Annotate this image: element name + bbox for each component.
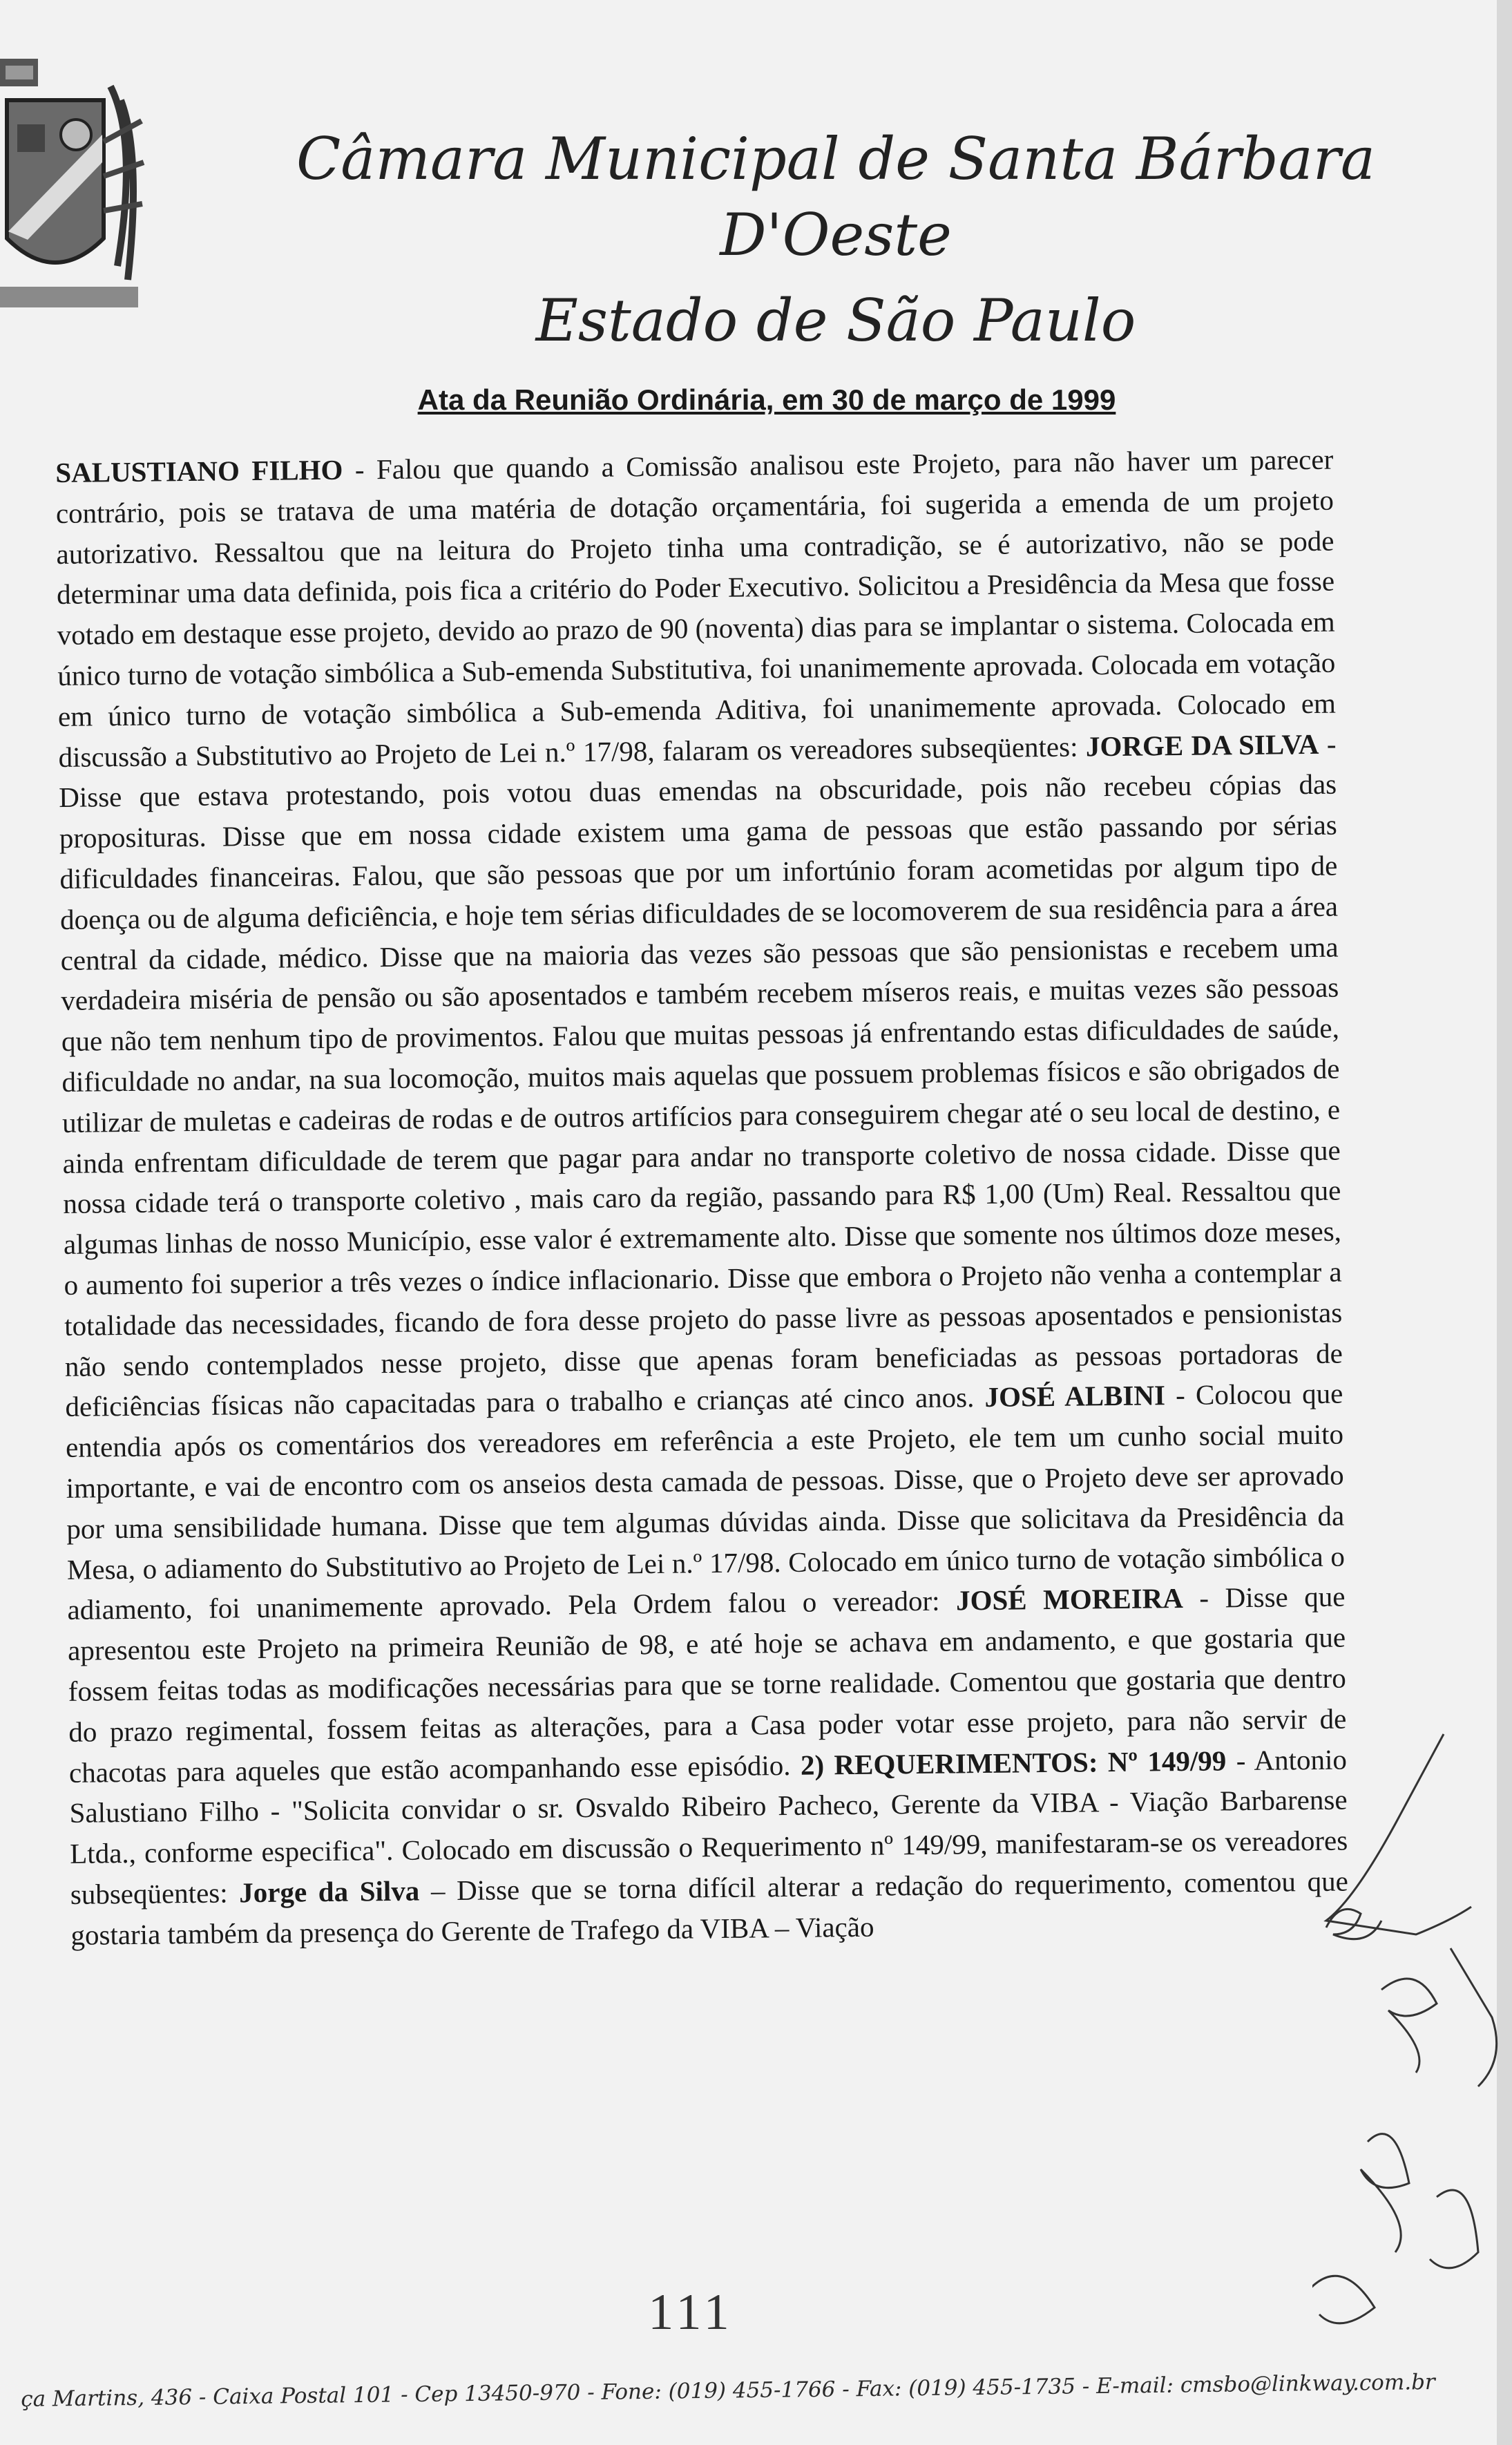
speaker-separator: - — [1226, 1744, 1254, 1776]
letterhead — [207, 121, 1464, 359]
speaker-separator: – — [419, 1874, 457, 1907]
statement-text: Disse que estava protestando, pois votou duas emendas na obscuridade, pois não recebeu cópias das proposituras. Disse que em nossa cidade existem uma gama de pessoas que estão passando por sérias dificuldades financeiras. Falou, que são pessoas que por um infortúnio foram acometidas por algum tipo de doença ou de alguma deficiência, e hoje tem sérias dificuldades de se locomoverem de sua residência para a área central da cidade, médico. Disse que na maioria das vezes são pessoas que são pensionistas e recebem uma verdadeira miséria de pensão ou são aposentados e também recebem míseros reais, e muitas vezes são pessoas que não tem nenhum tipo de provimentos. Falou que muitas pessoas já enfrentando estas dificuldades de saúde, dificuldade no andar, na sua locomoção, muitos mais aquelas que possuem problemas físicos e são obrigados de utilizar de muletas e cadeiras de rodas e de outros artifícios para conseguirem chegar até o seu local de destino, e ainda enfrentam dificuldade de terem que pagar para andar no transporte coletivo de nossa cidade. Disse que nossa cidade terá o transporte coletivo , mais caro da região, passando para R$ 1,00 (Um) Real. Ressaltou que algumas linhas de nosso Município, esse valor é extremamente alto. Disse que somente nos últimos doze meses, o aumento foi superior a três vezes o índice inflacionario. Disse que embora o Projeto não venha a contemplar a totalidade das necessidades, ficando de fora desse projeto do passe livre as pessoas aposentados e pensionistas não sendo contemplados nesse projeto, disse que apenas foram beneficiadas as pessoas portadoras de deficiências físicas não capacitadas para o trabalho e crianças até cinco anos. — [58, 768, 1343, 1423]
footer-address: ça Martins, 436 - Caixa Postal 101 - Cep 13450-970 - Fone: (019) 455-1766 - Fax: (019) 455-1735 - E-mail: cmsbo@linkway.com.br — [21, 2369, 1435, 2412]
section-heading: 2) REQUERIMENTOS: Nº 149/99 — [800, 1744, 1227, 1781]
state-name: Estado de São Paulo — [535, 287, 1136, 354]
speaker-separator: - — [1165, 1379, 1196, 1411]
statement-text: Antonio Salustiano Filho - "Solicita convidar o sr. Osvaldo Ribeiro Pacheco, Gerente da VIBA - Viação Barbarense Ltda., conforme especifica". Colocado em discussão o Requerimento nº 149/99, manifestaram-se os vereadores subseqüentes: — [69, 1743, 1348, 1910]
chamber-name: Câmara Municipal de Santa Bárbara D'Oeste — [296, 125, 1375, 269]
speaker-separator: - — [343, 453, 377, 486]
minutes-body — [55, 439, 1349, 1956]
speaker-name: JORGE DA SILVA — [1085, 727, 1319, 762]
handwritten-signatures — [1312, 1727, 1512, 2349]
coat-of-arms-logo — [0, 59, 145, 335]
document-title: Ata da Reunião Ordinária, em 30 de março de 1999 — [417, 383, 1116, 416]
statement-text: Colocou que entendia após os comentários dos vereadores em referência a este Projeto, ele tem um cunho social muito importante, e vai de encontro com os anseios desta camada de pessoas. Disse, que o Projeto deve ser aprovado por uma sensibilidade humana. Disse que tem algumas dúvidas ainda. Disse que solicitava da Presidência da Mesa, o adiamento do Substitutivo ao Projeto de Lei n.º 17/98. Colocado em único turno de votação simbólica o adiamento, foi unanimemente aprovado. Pela Ordem falou o vereador: — [65, 1377, 1346, 1626]
statement-text: Disse que apresentou este Projeto na primeira Reunião de 98, e até hoje se achava em andamento, e que gostaria que fossem feitas todas as modificações necessárias para que se torne realidade. Comentou que gostaria que dentro do prazo regimental, fossem feitas as alterações, para a Casa poder votar esse projeto, para não servir de chacotas para aqueles que estão acompanhando esse episódio. — [67, 1580, 1347, 1789]
speaker-name: JOSÉ MOREIRA — [955, 1582, 1184, 1617]
speaker-name: SALUSTIANO FILHO — [55, 453, 343, 488]
statement-text: Disse que se torna difícil alterar a redação do requerimento, comentou que gostaria também da presença do Gerente de Trafego da VIBA – Viação — [70, 1865, 1348, 1951]
speaker-name: JOSÉ ALBINI — [984, 1379, 1166, 1414]
speaker-separator: - — [1319, 727, 1337, 760]
speaker-separator: - — [1183, 1581, 1225, 1615]
page-number: 111 — [648, 2284, 734, 2341]
speaker-name: Jorge da Silva — [238, 1874, 420, 1909]
statement-text: Falou que quando a Comissão analisou este Projeto, para não haver um parecer contrário, pois se tratava de uma matéria de dotação orçamentária, foi sugerida a emenda de um projeto autorizativo. Ressaltou que na leitura do Projeto tinha uma contradição, se é autorizativo, não se pode determinar uma data definida, pois fica a critério do Poder Executivo. Solicitou a Presidência da Mesa que fosse votado em destaque esse projeto, devido ao prazo de 90 (noventa) dias para se implantar o sistema. Colocada em único turno de votação simbólica a Sub-emenda Substitutiva, foi unanimemente aprovada. Colocada em votação em único turno de votação simbólica a Sub-emenda Aditiva, foi unanimemente aprovada. Colocado em discussão a Substitutivo ao Projeto de Lei n.º 17/98, falaram os vereadores subseqüentes: — [55, 443, 1337, 773]
